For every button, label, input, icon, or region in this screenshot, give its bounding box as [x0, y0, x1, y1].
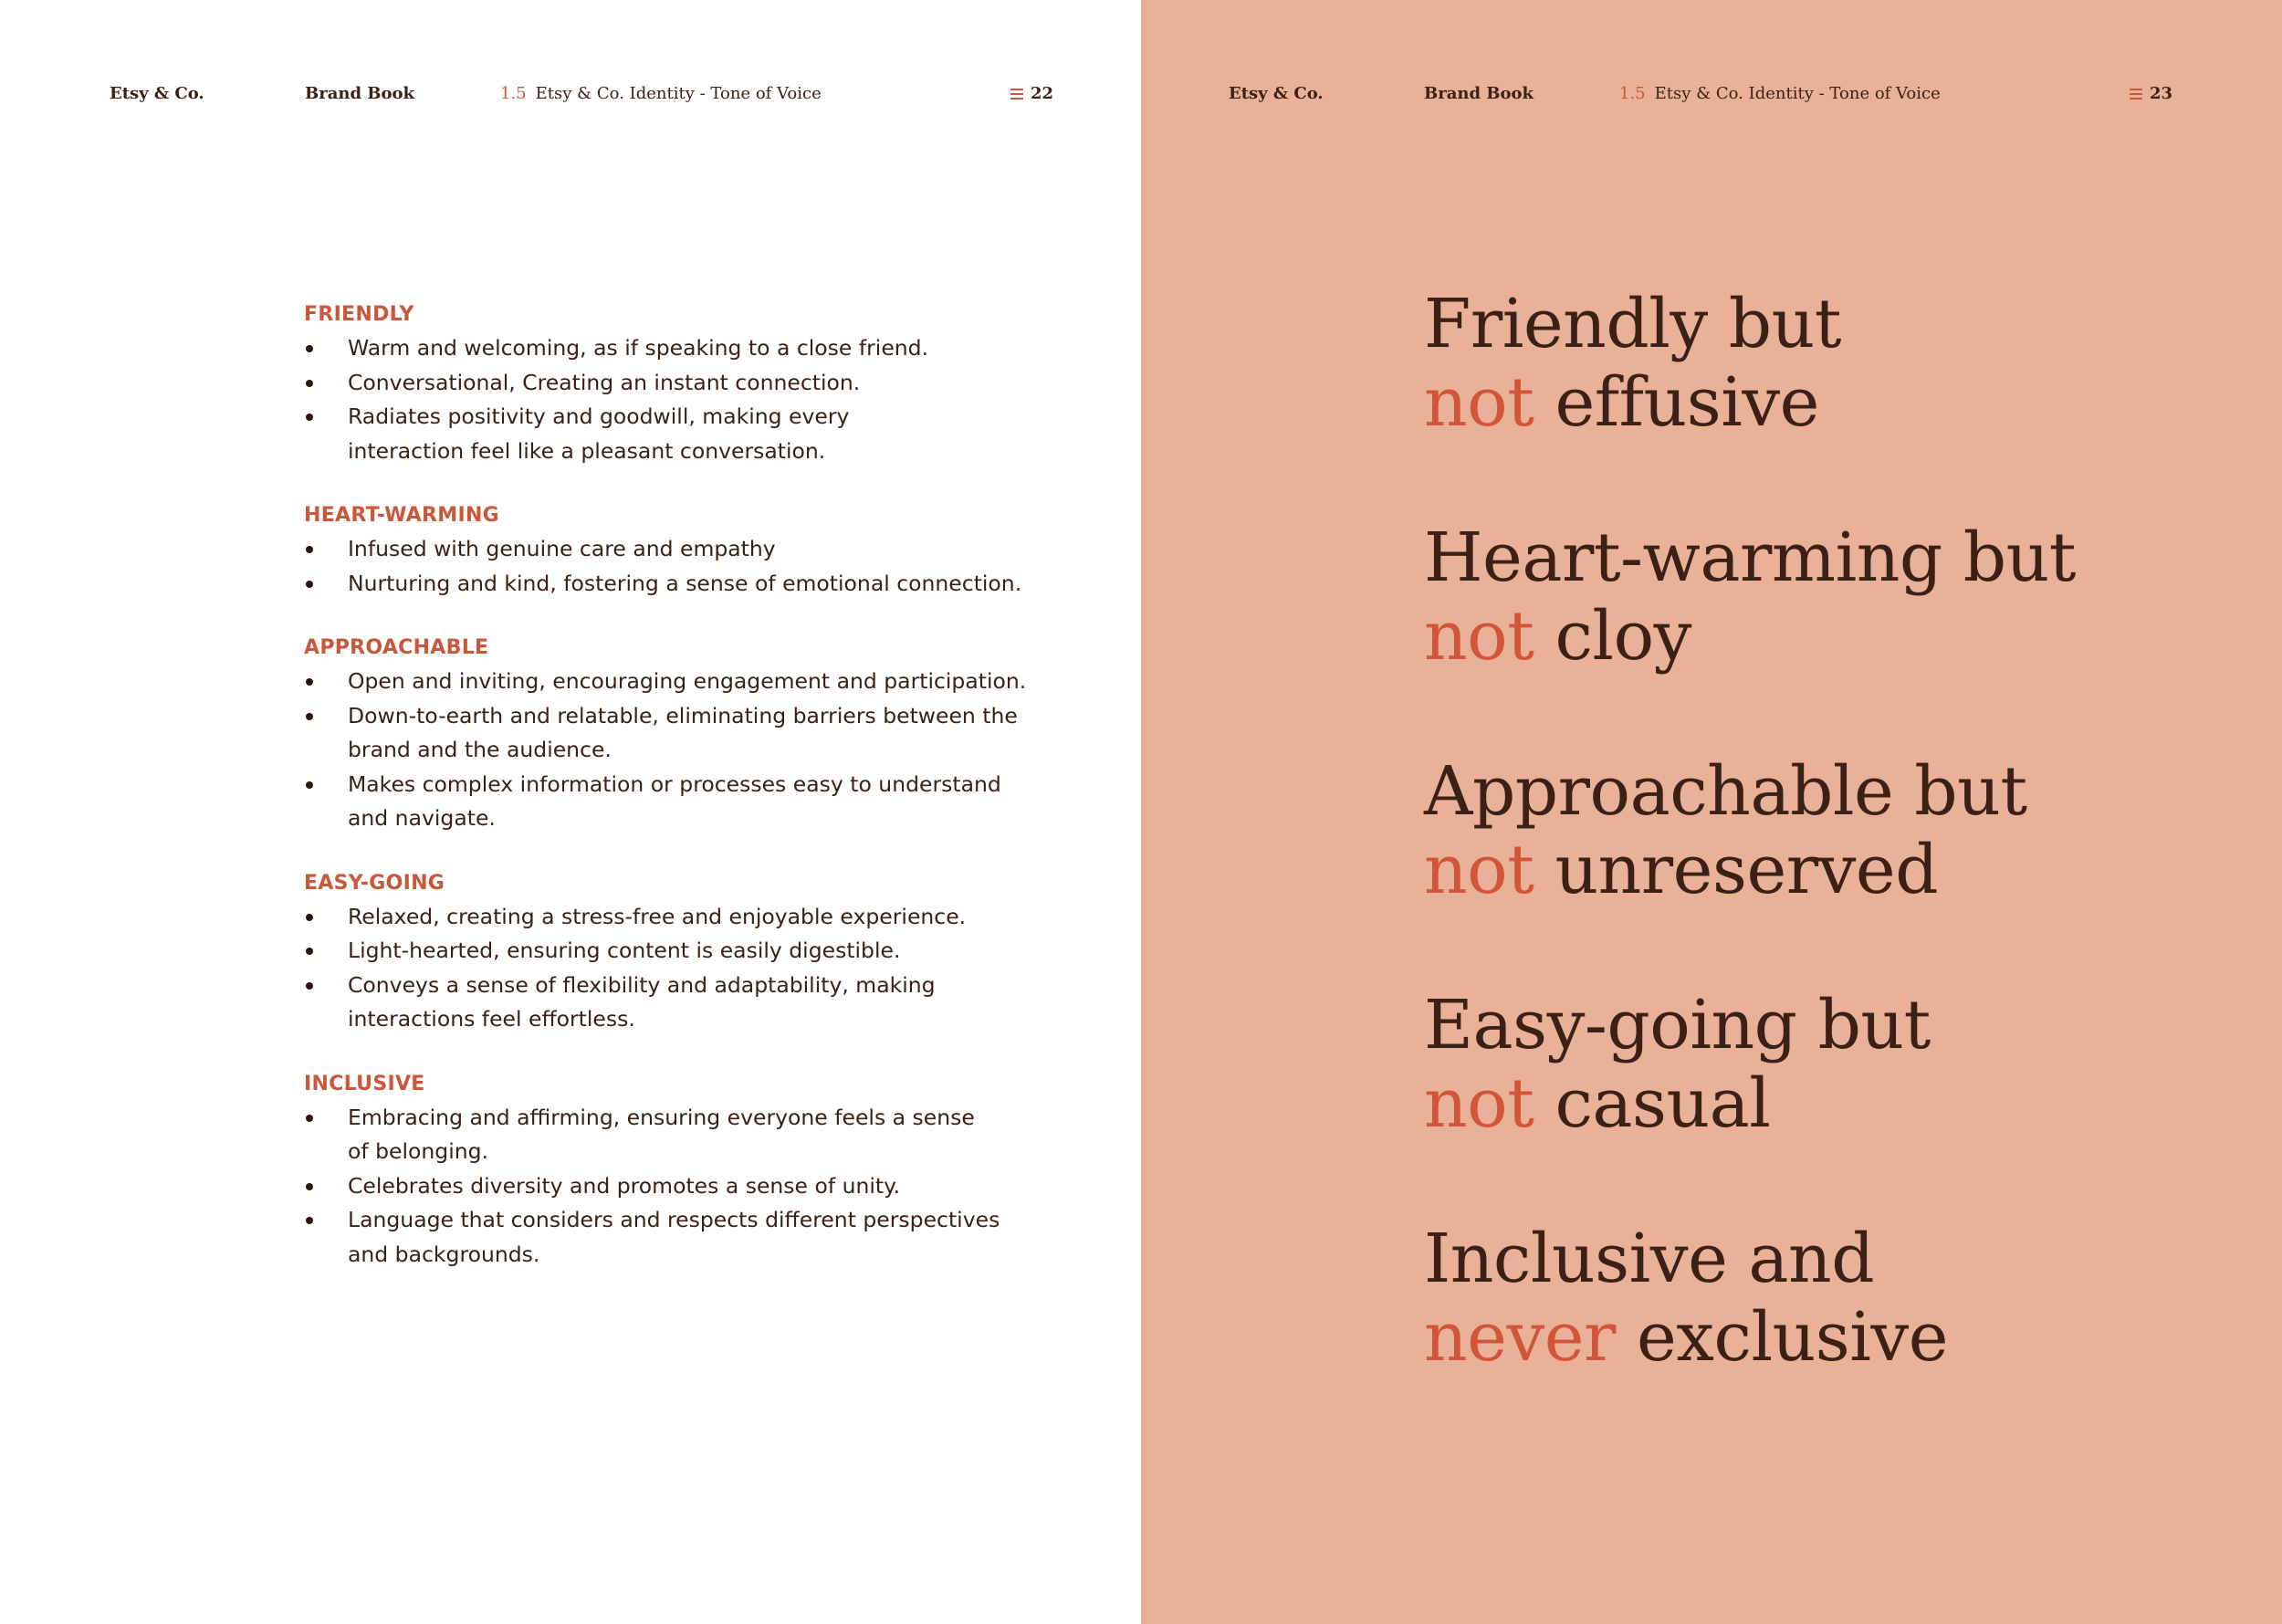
statement-line-2 [1424, 831, 2245, 909]
bullet-list [304, 1101, 1062, 1273]
statement-line-2 [1424, 1298, 2245, 1377]
menu-icon[interactable] [2130, 89, 2142, 100]
statement-easy-going [1424, 986, 2245, 1143]
trait-title: APPROACHABLE [304, 636, 489, 659]
bullet-list [304, 665, 1062, 836]
bullet-item: Relaxed, creating a stress-free and enjoyable experience. [304, 900, 1062, 935]
bullet-item: Radiates positivity and goodwill, making every interaction feel like a pleasant conversation. [304, 400, 968, 468]
header-section [1619, 83, 1941, 105]
statement-line: Easy-going but [1424, 986, 1931, 1064]
statement-line-2 [1424, 363, 2245, 442]
header-book-title: Brand Book [1424, 84, 1534, 103]
trait-approachable [304, 634, 1062, 836]
statement-line: Friendly but [1424, 285, 1841, 363]
statement-inclusive [1424, 1220, 2245, 1377]
bullet-list [304, 900, 1062, 1037]
page-number: 23 [2149, 84, 2172, 103]
right-page [1141, 0, 2282, 1624]
bullet-item: Warm and welcoming, as if speaking to a close friend. [304, 331, 1062, 366]
trait-title: FRIENDLY [304, 303, 414, 326]
statement-approachable [1424, 752, 2245, 909]
tone-statements [1424, 285, 2245, 1453]
trait-inclusive [304, 1071, 1062, 1273]
bullet-item: Celebrates diversity and promotes a sense of unity. [304, 1169, 1062, 1204]
header-section-title: Etsy & Co. Identity - Tone of Voice [535, 84, 822, 103]
trait-heart-warming [304, 502, 1062, 601]
trait-easy-going [304, 870, 1062, 1037]
statement-rest: effusive [1554, 363, 1819, 442]
statement-accent: not [1424, 597, 1534, 676]
trait-friendly [304, 301, 1062, 468]
bullet-item: Embracing and affirming, ensuring everyone feels a sense of belonging. [304, 1101, 987, 1169]
statement-rest: cloy [1554, 597, 1691, 676]
bullet-list [304, 331, 1062, 468]
page-number: 22 [1030, 84, 1053, 103]
header-book-title: Brand Book [305, 84, 414, 103]
header-page-number-group [2130, 83, 2172, 105]
statement-line-2 [1424, 1064, 2245, 1143]
bullet-item: Language that considers and respects different perspectives and backgrounds. [304, 1203, 1023, 1272]
menu-icon[interactable] [1010, 89, 1023, 100]
statement-accent: never [1424, 1298, 1616, 1377]
bullet-item: Conversational, Creating an instant connection. [304, 366, 1062, 401]
statement-accent: not [1424, 363, 1534, 442]
statement-rest: unreserved [1554, 831, 1939, 909]
bullet-item: Down-to-earth and relatable, eliminating barriers between the brand and the audience. [304, 699, 1023, 768]
bullet-item: Infused with genuine care and empathy [304, 532, 1062, 567]
trait-title: INCLUSIVE [304, 1072, 425, 1095]
trait-title: EASY-GOING [304, 871, 445, 895]
header-section [500, 83, 822, 105]
header-section-number: 1.5 [1619, 84, 1646, 103]
statement-accent: not [1424, 1064, 1534, 1143]
bullet-item: Light-hearted, ensuring content is easily digestible. [304, 934, 1062, 969]
header-brand: Etsy & Co. [110, 84, 204, 103]
statement-accent: not [1424, 831, 1534, 909]
bullet-item: Conveys a sense of flexibility and adaptability, making interactions feel effortless. [304, 969, 968, 1037]
statement-rest: exclusive [1636, 1298, 1949, 1377]
bullet-item: Open and inviting, encouraging engagement and participation. [304, 665, 1062, 699]
statement-line: Inclusive and [1424, 1220, 1875, 1298]
trait-list [304, 301, 1062, 1305]
statement-rest: casual [1554, 1064, 1771, 1143]
header-page-number-group [1010, 83, 1053, 105]
bullet-item: Nurturing and kind, fostering a sense of emotional connection. [304, 567, 1062, 602]
statement-line: Heart-warming but [1424, 519, 2077, 597]
statement-line-2 [1424, 597, 2245, 676]
bullet-item: Makes complex information or processes easy to understand and navigate. [304, 768, 1023, 836]
header-brand: Etsy & Co. [1229, 84, 1324, 103]
trait-title: HEART-WARMING [304, 504, 500, 527]
bullet-list [304, 532, 1062, 601]
statement-friendly [1424, 285, 2245, 442]
header-section-title: Etsy & Co. Identity - Tone of Voice [1654, 84, 1941, 103]
statement-line: Approachable but [1424, 752, 2027, 831]
statement-heart-warming [1424, 519, 2245, 676]
header-section-number: 1.5 [500, 84, 527, 103]
